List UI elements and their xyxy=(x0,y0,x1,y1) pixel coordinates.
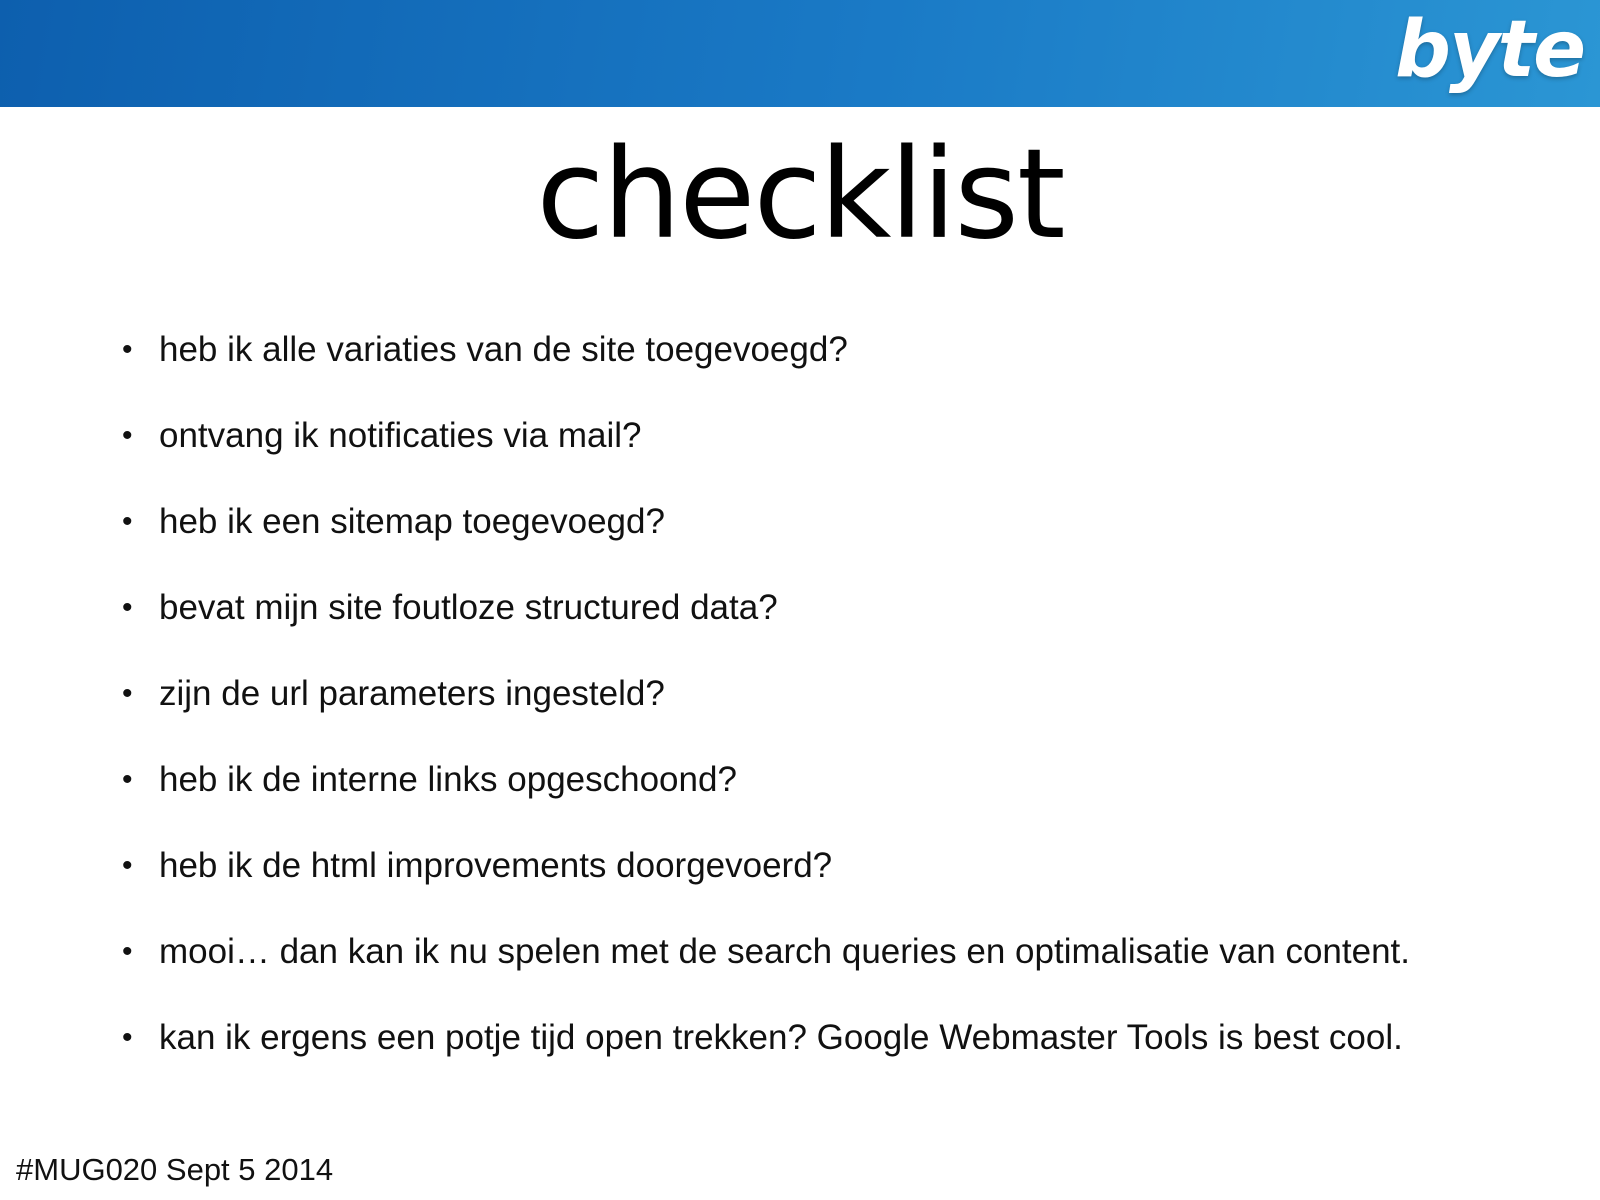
bullet-icon: • xyxy=(122,591,133,624)
byte-logo: byte xyxy=(1395,5,1584,95)
bullet-icon: • xyxy=(122,763,133,796)
checklist-item-text: heb ik de html improvements doorgevoerd? xyxy=(159,846,833,885)
bullet-icon: • xyxy=(122,849,133,882)
bullet-icon: • xyxy=(122,333,133,366)
checklist-item xyxy=(122,750,1410,836)
checklist xyxy=(122,320,1410,1094)
footer-event-date: #MUG020 Sept 5 2014 xyxy=(16,1152,334,1187)
bullet-icon: • xyxy=(122,1021,133,1054)
checklist-item-text: heb ik een sitemap toegevoegd? xyxy=(159,502,665,541)
checklist-item xyxy=(122,1008,1410,1094)
checklist-item-text: zijn de url parameters ingesteld? xyxy=(159,674,665,713)
checklist-item xyxy=(122,922,1410,1008)
bullet-icon: • xyxy=(122,505,133,538)
bullet-icon: • xyxy=(122,677,133,710)
checklist-item xyxy=(122,836,1410,922)
checklist-item-text: mooi… dan kan ik nu spelen met de search queries en optimalisatie van content. xyxy=(159,932,1410,971)
checklist-item-text: bevat mijn site foutloze structured data? xyxy=(159,588,778,627)
checklist-item xyxy=(122,320,1410,406)
checklist-item-text: heb ik alle variaties van de site toegevoegd? xyxy=(159,330,848,369)
checklist-item xyxy=(122,578,1410,664)
checklist-item xyxy=(122,406,1410,492)
checklist-item-text: heb ik de interne links opgeschoond? xyxy=(159,760,737,799)
bullet-icon: • xyxy=(122,935,133,968)
bullet-icon: • xyxy=(122,419,133,452)
checklist-item-text: kan ik ergens een potje tijd open trekken? Google Webmaster Tools is best cool. xyxy=(159,1018,1403,1057)
header-bar xyxy=(0,0,1600,107)
slide-title: checklist xyxy=(536,123,1064,267)
checklist-item xyxy=(122,664,1410,750)
checklist-item xyxy=(122,492,1410,578)
checklist-item-text: ontvang ik notificaties via mail? xyxy=(159,416,642,455)
